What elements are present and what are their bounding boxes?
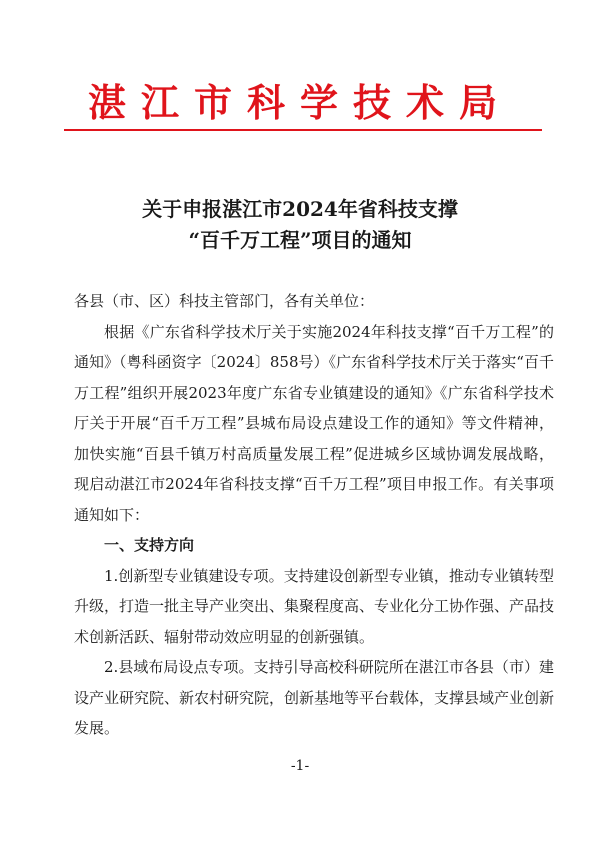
section-1-heading: 一、支持方向 (104, 536, 195, 554)
letterhead-red-rule (64, 129, 542, 131)
item-1-paragraph: 1.创新型专业镇建设专项。支持建设创新型专业镇，推动专业镇转型升级，打造一批主导产业突出、集聚程度高、专业化分工协作强、产品技术创新活跃、辐射带动效应明显的创新强镇。 (74, 566, 555, 646)
item-2-paragraph: 2.县域布局设点专项。支持引导高校科研院所在湛江市各县（市）建设产业研究院、新农村研究院，创新基地等平台载体，支撑县域产业创新发展。 (74, 658, 555, 737)
salutation: 各县（市、区）科技主管部门，各有关单位： (74, 292, 375, 310)
letterhead-org-name: 湛江市科学技术局 (87, 80, 512, 125)
page-number: -1- (290, 758, 310, 774)
document-body (74, 286, 554, 744)
document-title-line-1: 关于申报湛江市2024年省科技支撑 (142, 197, 458, 221)
document-title-line-2: “百千万工程”项目的通知 (188, 228, 412, 252)
intro-paragraph: 根据《广东省科学技术厅关于实施2024年科技支撑“百千万工程”的通知》（粤科函资字〔2024〕858号）《广东省科学技术厅关于落实“百千万工程”组织开展2023年度广东省专业镇建设的通知》《广东省科学技术厅关于开展“百千万工程”县城布局设点建设工作的通知》等文件精神，加快实施“百县千镇万村高质量发展工程”促进城乡区域协调发展战略，现启动湛江市2024年省科技支撑“百千万工程”项目申报工作。有关事项通知如下： (74, 322, 554, 524)
